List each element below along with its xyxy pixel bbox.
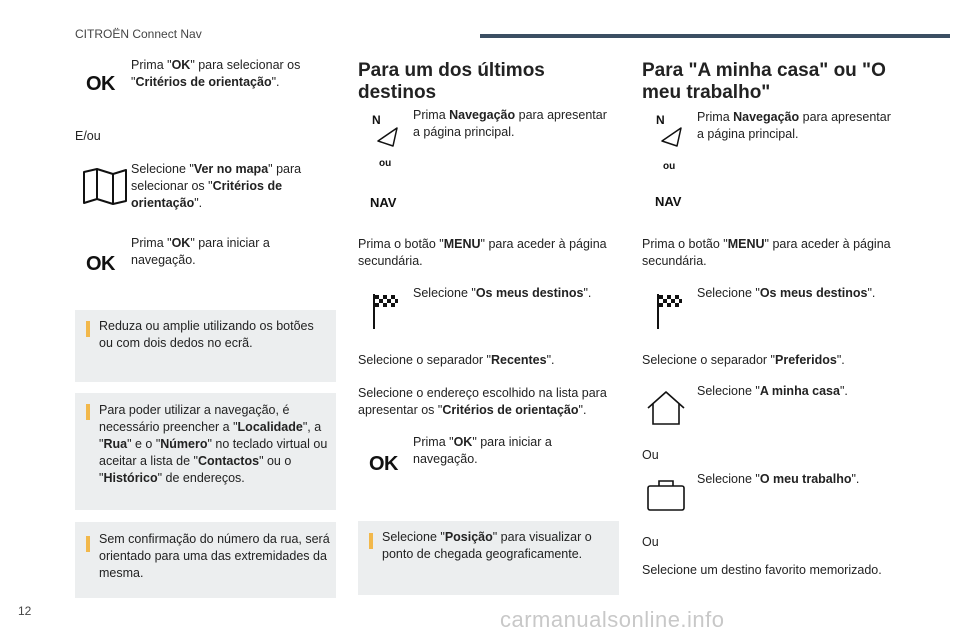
note-text: Selecione "Posição" para visualizar o ponto de chegada geograficamente. [382,530,592,561]
note-text: Para poder utilizar a navegação, é necessário preencher a "Localidade", a "Rua" e o "Número" no teclado virtual ou aceitar a lista de "Contactos" ou o "Histórico" de endereços. [99,403,328,485]
page-number: 12 [18,604,32,618]
compass-north-icon [370,113,402,147]
section-title: Para um dos últimos destinos [358,60,545,103]
note-box [75,393,336,510]
col1-step1: Prima "OK" para selecionar os "Critérios de orientação". [131,58,301,89]
note-box [75,310,336,382]
note-marker [86,404,90,420]
col3-ou: Ou [642,448,659,462]
col3-select: Selecione "Os meus destinos". [697,286,876,300]
note-marker [86,321,90,337]
svg-text:N: N [372,113,381,127]
svg-text:N: N [656,113,665,127]
ok-button-icon: OK [86,73,115,95]
col1-step3: Prima "OK" para iniciar a navegação. [131,236,270,267]
section-title: Para "A minha casa" ou "O meu trabalho" [642,60,886,103]
checkered-flag-icon [655,292,683,330]
col1-step2: Selecione "Ver no mapa" para selecionar os "Critérios de orientação". [131,162,302,210]
note-text: Reduza ou amplie utilizando os botões ou com dois dedos no ecrã. [99,319,314,350]
col3-step1: Prima Navegação para apresentar a página principal. [697,110,891,141]
ok-button-icon: OK [86,253,115,275]
header-title: CITROËN Connect Nav [75,27,202,41]
ok-button-icon: OK [369,453,398,475]
ou-label: ou [379,158,392,169]
col2-step1: Prima Navegação para apresentar a página principal. [413,108,607,139]
note-box [75,522,336,598]
note-marker [86,536,90,552]
col2-menu: Prima o botão "MENU" para aceder à página secundária. [358,237,607,268]
col3-tab: Selecione o separador "Preferidos". [642,353,845,367]
col2-ok: Prima "OK" para iniciar a navegação. [413,435,552,466]
col3-menu: Prima o botão "MENU" para aceder à página secundária. [642,237,891,268]
note-box [358,521,619,595]
col2-select: Selecione "Os meus destinos". [413,286,592,300]
ou-label: ou [663,161,676,172]
note-marker [369,533,373,549]
map-icon [82,167,128,205]
col1-eou: E/ou [75,129,101,143]
col3-last: Selecione um destino favorito memorizado. [642,563,882,577]
nav-button-icon: NAV [370,195,397,210]
header-bar [480,34,950,38]
nav-button-icon: NAV [655,194,682,209]
col3-ou: Ou [642,535,659,549]
home-icon [646,390,686,426]
col3-work: Selecione "O meu trabalho". [697,472,860,486]
col2-tab: Selecione o separador "Recentes". [358,353,555,367]
watermark: carmanualsonline.info [500,607,725,632]
briefcase-icon [646,478,686,512]
note-text: Sem confirmação do número da rua, será orientado para uma das extremidades da mesma. [99,532,330,580]
compass-north-icon [654,113,686,147]
col2-address: Selecione o endereço escolhido na lista para apresentar os "Critérios de orientação". [358,386,607,417]
checkered-flag-icon [371,292,399,330]
col3-home: Selecione "A minha casa". [697,384,848,398]
